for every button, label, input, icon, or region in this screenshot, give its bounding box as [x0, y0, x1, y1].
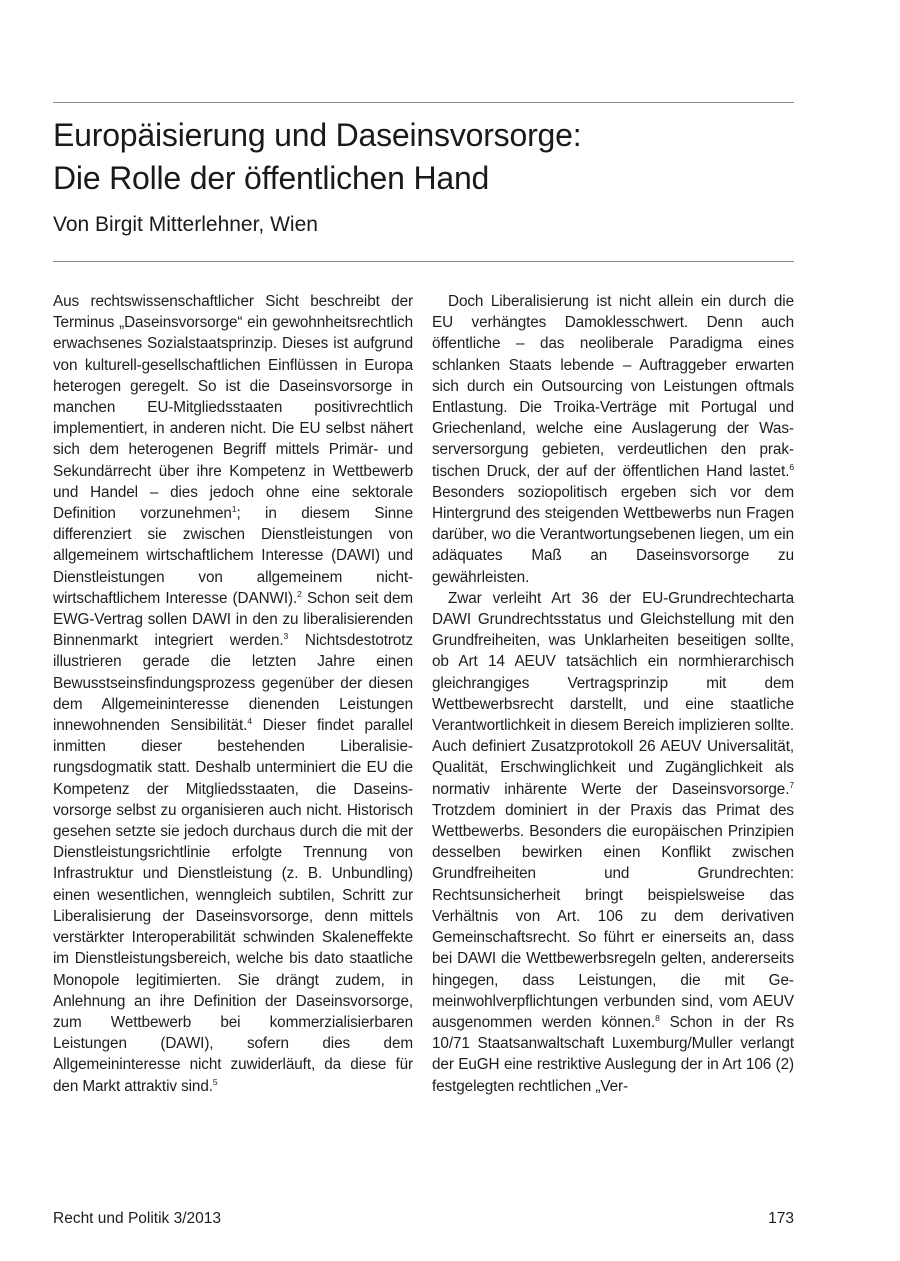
footnote-ref[interactable]: 1 [231, 503, 237, 514]
footnote-ref[interactable]: 7 [789, 779, 794, 790]
title-line-1: Europäisierung und Daseinsvorsorge: [53, 117, 582, 153]
footnote-ref[interactable]: 4 [247, 715, 252, 726]
header-rule [53, 261, 794, 262]
paragraph [432, 291, 794, 588]
title-line-2: Die Rolle der öffentlichen Hand [53, 160, 490, 196]
top-rule [53, 102, 794, 103]
footnote-ref[interactable]: 6 [789, 461, 794, 472]
footnote-ref[interactable]: 5 [212, 1076, 218, 1087]
text-segment: Besonders soziopolitisch ergeben sich vor dem Hintergrund des steigenden Wettbewerbs nun Fragen darüber, wo die Verantwortungsebenen liegen, um ein adäquates Maß an Daseinsvorsorge zu gewährleisten. [432, 483, 794, 586]
paragraph [432, 588, 794, 1097]
footer-journal: Recht und Politik 3/2013 [53, 1210, 222, 1227]
footnote-ref[interactable]: 8 [655, 1012, 660, 1023]
article-author: Von Birgit Mitterlehner, Wien [53, 213, 318, 236]
text-segment: Doch Liberalisierung ist nicht allein ein durch die EU verhängtes Damoklesschwert. Denn auch öffentliche – das neoliberale Paradigma eines schlanken Staats lebende – Auftraggeber erwarten sich durch ein Outsourcing von Leistungen oftmals Entlastung. Die Troika-Verträge mit Portugal und Griechenland, welche eine Auslagerung der Wasserversorgung gebieten, verdeutlichen den praktischen Druck, der auf der öffentlichen Hand lastet. [432, 293, 794, 480]
page-number: 173 [768, 1210, 794, 1227]
text-segment: Trotzdem dominiert in der Praxis das Primat des Wettbewerbs. Besonders die europäischen Prinzipien desselben bewirken einen Konflikt zwischen Grundfreiheiten und Grundrechten: Rechtsunsicherheit bringt beispielsweise das Verhältnis von Art. 106 zu dem derivativen Gemeinschaftsrecht. So führt er einerseits an, dass bei DAWI die Wettbewerbsregeln gelten, andererseits hingegen, dass Leistungen, die mit Gemeinwohlverpflichtungen verbunden sind, vom AEUV ausgenommen werden können. [432, 801, 794, 1031]
text-segment: Schon in der Rs 10/71 Staatsanwaltschaft Luxemburg/Muller verlangt der EuGH eine restriktive Auslegung der in Art 106 (2) festgelegten rechtlichen „Ver- [432, 1013, 794, 1095]
text-segment: Zwar verleiht Art 36 der EU-Grundrechtecharta DAWI Grundrechtsstatus und Gleichstellung mit den Grundfreiheiten, was Unklarheiten beseitigen sollte, ob Art 14 AEUV tatsächlich ein normhierarchisch gleichrangiges Vertragsprinzip mit dem Wettbewerbsrecht darstellt, und eine staatliche Verantwortlichkeit in diesem Bereich implizieren sollte. Auch definiert Zusatzprotokoll 26 AEUV Universalität, Qualität, Erschwinglichkeit und Zugänglichkeit als normativ inhärente Werte der Daseinsvorsorge. [432, 589, 794, 798]
right-column [432, 291, 794, 1097]
left-column [53, 291, 413, 1097]
footnote-ref[interactable]: 3 [283, 631, 289, 642]
text-segment: Dieser findet parallel inmitten dieser bestehenden Liberalisierungsdogmatik statt. Deshalb unterminiert die EU die Kompetenz der Mitgliedsstaaten, die Daseinsvorsorge selbst zu organisieren auch nicht. Historisch gesehen setzte sie jedoch durchaus durch die mit der Dienstleistungsrichtlinie erfolgte Trennung von Infrastruktur und Dienstleistung (z. B. Unbundling) einen wesentlichen, wenngleich subtilen, Schritt zur Liberalisierung der Daseinsvorsorge, denn mittels verstärkter Interoperabilität schwinden Skaleneffekte im Dienstleistungsbereich, welche bis dato staatliche Monopole legitimierten. Sie drängt zudem, in Anlehnung an ihre Definition der Daseinsvorsorge, zum Wettbewerb bei kommerzialisierbaren Leistungen (DAWI), sofern dies dem Allgemeininteresse nicht zuwiderläuft, da diese für den Markt attraktiv sind. [53, 717, 413, 1095]
paragraph [53, 291, 413, 1097]
text-segment: Schon seit dem EWG-Vertrag sollen DAWI in den zu liberalisierenden Binnenmarkt integriert werden. [53, 589, 413, 650]
article-title [53, 114, 813, 200]
text-segment: Nichtsdestotrotz illustrieren gerade die letzten Jahre einen Bewusstseinsfindungsprozess gegenüber der diesen dem Allgemeininteresse dienenden Leistungen innewohnenden Sensibilität. [53, 632, 413, 735]
text-segment: Aus rechtswissenschaftlicher Sicht beschreibt der Terminus „Daseinsvorsorge“ ein gewohnheitsrechtlich erwachsenes Sozialstaatsprinzip. Dieses ist aufgrund von kulturell-gesellschaftlichen Einflüssen in Europa heterogen geregelt. So ist die Daseinsvorsorge in manchen EU-Mitgliedsstaaten positivrechtlich implementiert, in anderen nicht. Die EU selbst nähert sich dem heterogenen Begriff mittels Primär- und Sekundärrecht über ihre Kompetenz in Wettbewerb und Handel – dies jedoch ohne eine sektorale Definition vorzunehmen [53, 293, 413, 523]
text-segment: ; in diesem Sinne differenziert sie zwischen Dienstleistungen von allgemeinem wirtschaftlichem Interesse (DAWI) und Dienstleistungen von allgemeinem nicht-wirtschaftlichem Interesse (DANWI). [53, 505, 413, 607]
footnote-ref[interactable]: 2 [297, 588, 302, 599]
